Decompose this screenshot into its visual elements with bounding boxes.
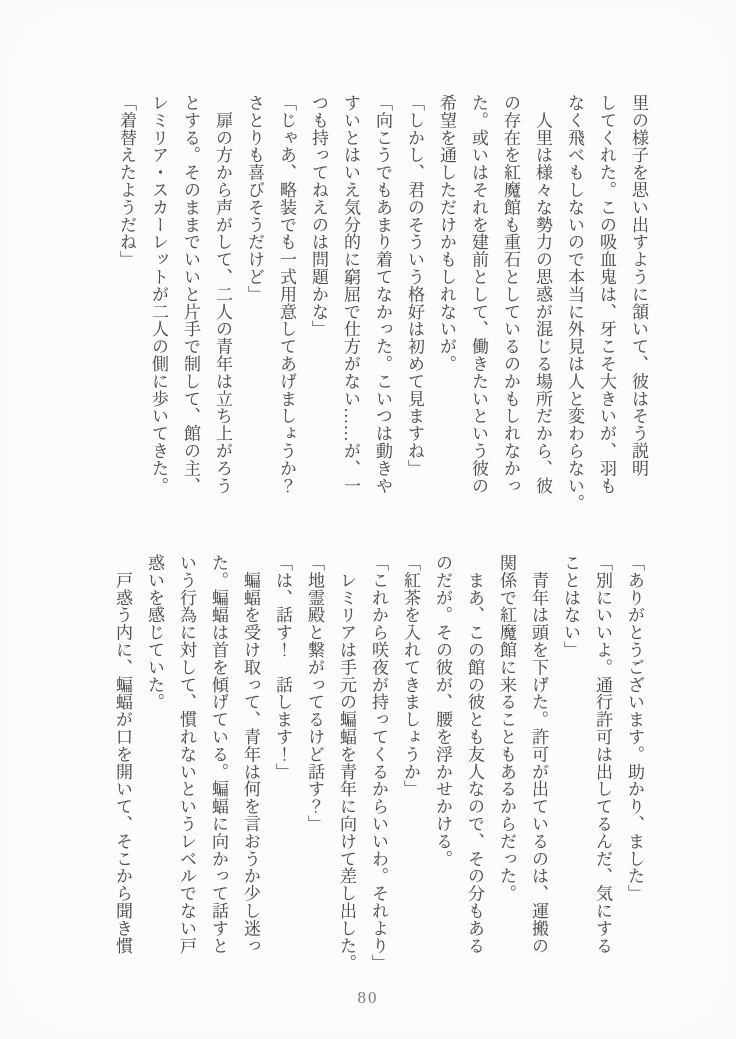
text-column: 「着替えたようだね」: [117, 94, 136, 268]
text-column: の存在を紅魔館も重石としているのかもしれなかっ: [501, 94, 520, 495]
text-column: 扉の方から声がして、二人の青年は立ち上がろう: [213, 94, 232, 495]
text-column: レミリア・スカーレットが二人の側に歩いてきた。: [149, 94, 168, 495]
text-column: のだが。その彼が、腰を浮かせかける。: [433, 554, 452, 868]
text-column: してくれた。この吸血鬼は、牙こそ大きいが、羽も: [597, 94, 616, 495]
text-column: 「しかし、君のそういう格好は初めて見ますね」: [405, 94, 424, 477]
text-column: た。蝙蝠は首を傾げている。蝙蝠に向かって話すと: [209, 554, 228, 955]
text-column: 「紅茶を入れてきましょうか」: [401, 554, 420, 798]
text-column: さとりも喜びそうだけど」: [245, 94, 264, 303]
text-column: た。或いはそれを建前として、働きたいという彼の: [469, 94, 488, 495]
text-block-bottom: [106, 554, 650, 974]
text-column: 「地霊殿と繋がってるけど話す？」: [305, 554, 324, 833]
text-column: いう行為に対して、慣れないというレベルでない戸: [177, 554, 196, 955]
text-column: レミリアは手元の蝙蝠を青年に向けて差し出した。: [337, 554, 356, 972]
text-column: まあ、この館の彼とも友人なので、その分もある: [465, 554, 484, 955]
text-column: なく飛べもしないので本当に外見は人と変わらない。: [565, 94, 584, 512]
text-column: 関係で紅魔館に来ることもあるからだった。: [497, 554, 516, 902]
text-column: 「ありがとうございます。助かり、ました」: [625, 554, 644, 902]
text-column: 人里は様々な勢力の思惑が混じる場所だから、彼: [533, 94, 552, 495]
text-column: 「向こうでもあまり着てなかった。こいつは動きや: [373, 94, 392, 495]
text-column: 希望を通しただけかもしれないが。: [437, 94, 456, 373]
text-column: 「じゃあ、略装でも一式用意してあげましょうか？: [277, 94, 296, 495]
text-column: 惑いを感じていた。: [145, 554, 164, 711]
text-column: すいとはいえ気分的に窮屈で仕方がない……が、一: [341, 94, 360, 495]
text-column: 蝙蝠を受け取って、青年は何を言おうか少し迷っ: [241, 554, 260, 955]
text-column: 青年は頭を下げた。許可が出ているのは、運搬の: [529, 554, 548, 955]
text-column: 「は、話す！ 話します！」: [273, 554, 292, 781]
text-column: とする。そのままでいいと片手で制して、館の主、: [181, 94, 200, 495]
text-column: つも持ってねえのは問題かな」: [309, 94, 328, 338]
text-column: ことはない」: [561, 554, 580, 659]
page-number: 80: [357, 988, 379, 1007]
text-column: 「別にいいよ。通行許可は出してるんだ、気にする: [593, 554, 612, 955]
text-block-top: [110, 94, 654, 520]
text-column: 里の様子を思い出すように頷いて、彼はそう説明: [629, 94, 648, 477]
text-column: 戸惑う内に、蝙蝠が口を開いて、そこから聞き慣: [113, 554, 132, 955]
text-column: 「これから咲夜が持ってくるからいいわ。それより」: [369, 554, 388, 972]
